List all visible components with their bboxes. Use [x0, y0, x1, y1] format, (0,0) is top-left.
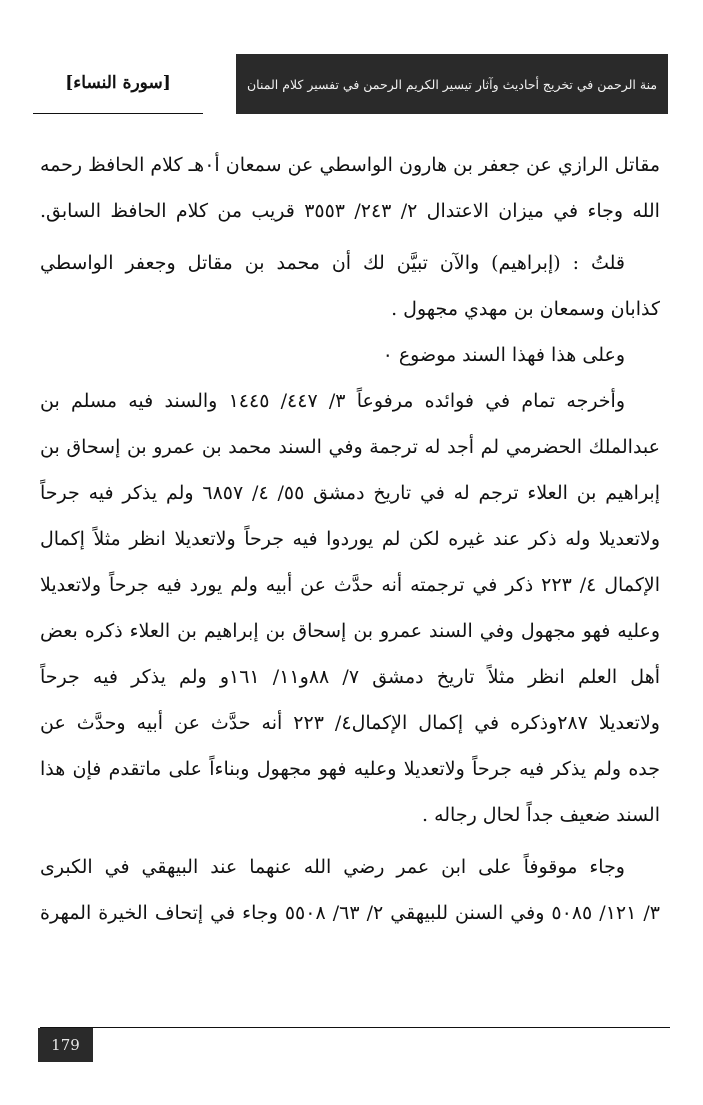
- surah-label: [سورة النساء]: [65, 73, 171, 93]
- text-line: جده ولم يذكر فيه جرحاً ولاتعديلا وعليه فهو مجهول وبناءاً على ماتقدم فإن هذا: [40, 758, 660, 780]
- text-line: عبدالملك الحضرمي لم أجد له ترجمة وفي السند محمد بن عمرو بن إسحاق بن: [40, 436, 660, 458]
- text-line: الله وجاء في ميزان الاعتدال ٢/ ٢٤٣/ ٣٥٥٣ قريب من كلام الحافظ السابق.: [40, 200, 660, 222]
- text-line: قلتُ : (إبراهيم) والآن تبيَّن لك أن محمد بن مقاتل وجعفر الواسطي: [40, 252, 625, 274]
- footer-rule: [40, 1027, 670, 1028]
- text-line: وعلى هذا فهذا السند موضوع ٠: [382, 344, 625, 366]
- text-line: ٣/ ١٢١/ ٥٠٨٥ وفي السنن للبيهقي ٢/ ٦٣/ ٥٥٠٨ وجاء في إتحاف الخيرة المهرة: [40, 902, 660, 924]
- page-header: [0, 0, 703, 120]
- text-line: الإكمال ٤/ ٢٢٣ ذكر في ترجمته أنه حدَّث عن أبيه ولم يورد فيه جرحاً ولاتعديلا: [40, 574, 660, 596]
- body-text: [40, 142, 660, 936]
- text-line: ولاتعديلا وله ذكر عند غيره لكن لم يوردوا فيه جرحاً ولاتعديلا انظر مثلاً إكمال: [40, 528, 660, 550]
- page-number: 179: [51, 1036, 80, 1054]
- text-line: وجاء موقوفاً على ابن عمر رضي الله عنهما عند البيهقي في الكبرى: [40, 856, 625, 878]
- text-line: أهل العلم انظر مثلاً تاريخ دمشق ٧/ ٨٨و١١/ ١٦١و ولم يذكر فيه جرحاً: [40, 666, 660, 688]
- book-title-banner: [236, 54, 668, 114]
- text-line: كذابان وسمعان بن مهدي مجهول .: [391, 298, 660, 320]
- text-line: مقاتل الرازي عن جعفر بن هارون الواسطي عن سمعان أ٠هـ كلام الحافظ رحمه: [40, 154, 660, 176]
- text-line: وعليه فهو مجهول وفي السند عمرو بن إسحاق بن إبراهيم بن العلاء ذكره بعض: [40, 620, 660, 642]
- text-line: ولاتعديلا ٢٨٧وذكره في إكمال الإكمال٤/ ٢٢٣ أنه حدَّث عن أبيه وحدَّث عن: [40, 712, 660, 734]
- book-title: منة الرحمن في تخريج أحاديث وآثار تيسير الكريم الرحمن في تفسير كلام المنان: [246, 76, 658, 92]
- text-line: السند ضعيف جداً لحال رجاله .: [422, 804, 660, 826]
- header-rule: [33, 113, 203, 114]
- text-line: إبراهيم بن العلاء ترجم له في تاريخ دمشق ٥٥/ ٤/ ٦٨٥٧ ولم يذكر فيه جرحاً: [40, 482, 660, 504]
- text-line: وأخرجه تمام في فوائده مرفوعاً ٣/ ٤٤٧/ ١٤٤٥ والسند فيه مسلم بن: [40, 390, 625, 412]
- page-number-box: [38, 1028, 93, 1062]
